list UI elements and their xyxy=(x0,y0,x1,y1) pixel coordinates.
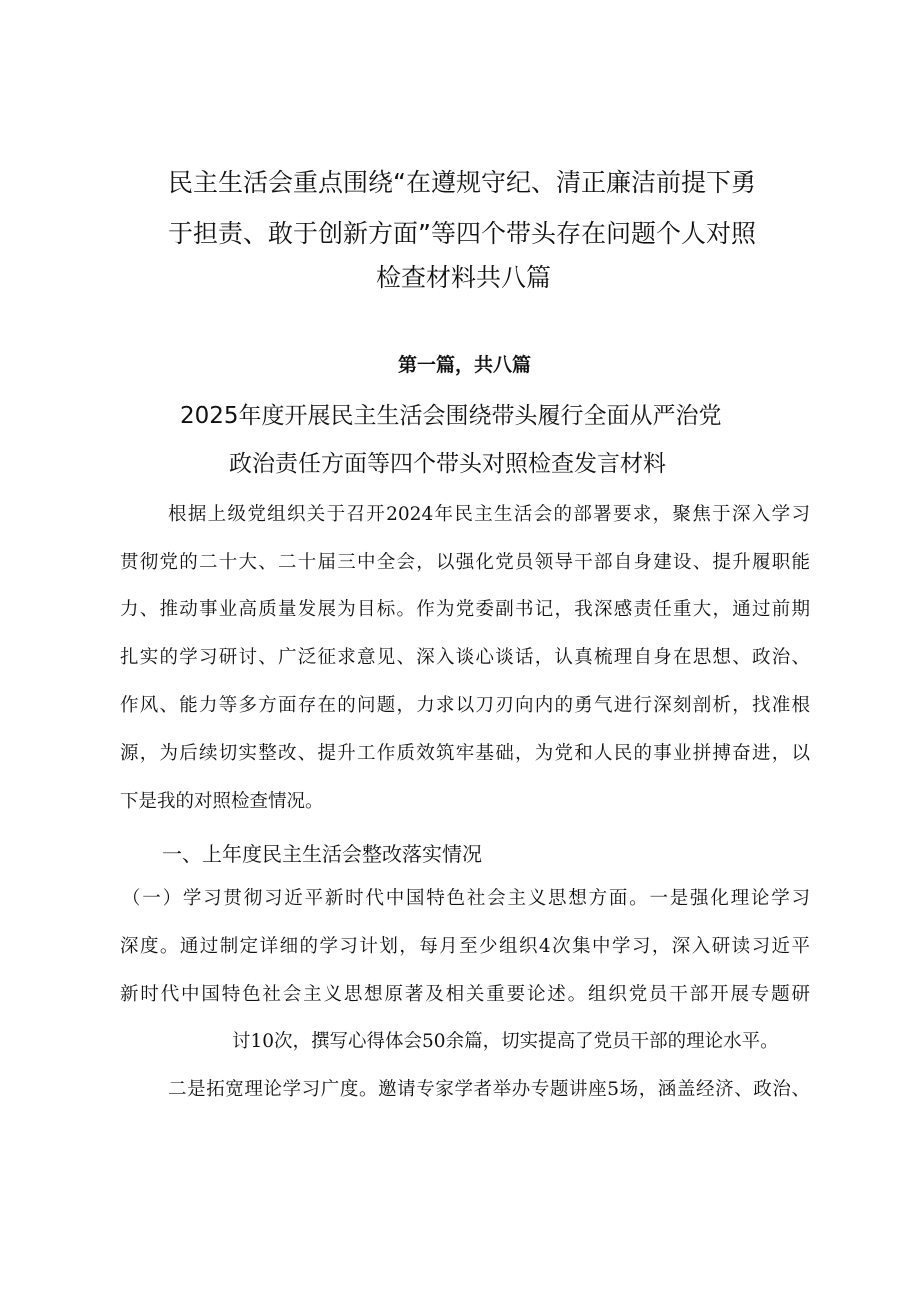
paragraph-line: 源，为后续切实整改、提升工作质效筑牢基础，为党和人民的事业拼搏奋进，以 xyxy=(120,743,810,764)
paragraph-line: 深度。通过制定详细的学习计划，每月至少组织4次集中学习，深入研读习近平 xyxy=(120,936,810,957)
main-title-line: 于担责、敢于创新方面”等四个带头存在问题个人对照 xyxy=(168,219,756,248)
part-title-line: 政治责任方面等四个带头对照检查发言材料 xyxy=(229,451,666,477)
part-title-line: 2025年度开展民主生活会围绕带头履行全面从严治党 xyxy=(180,403,722,429)
paragraph-line: 下是我的对照检查情况。 xyxy=(120,791,324,812)
paragraph-line: 贯彻党的二十大、二十届三中全会，以强化党员领导干部自身建设、提升履职能 xyxy=(120,552,810,573)
paragraph-line: 力、推动事业高质量发展为目标。作为党委副书记，我深感责任重大，通过前期 xyxy=(120,599,810,620)
section-heading: 一、上年度民主生活会整改落实情况 xyxy=(162,842,482,866)
paragraph-line: 扎实的学习研讨、广泛征求意见、深入谈心谈话，认真梳理自身在思想、政治、 xyxy=(120,647,810,668)
main-title-line: 民主生活会重点围绕“在遵规守纪、清正廉洁前提下勇 xyxy=(168,168,756,197)
paragraph-line: 根据上级党组织关于召开2024年民主生活会的部署要求，聚焦于深入学习 xyxy=(168,504,810,525)
main-title-line: 检查材料共八篇 xyxy=(376,263,552,292)
paragraph-line: 作风、能力等多方面存在的问题，力求以刀刃向内的勇气进行深刻剖析，找准根 xyxy=(120,695,810,716)
paragraph-line: 二是拓宽理论学习广度。邀请专家学者举办专题讲座5场，涵盖经济、政治、 xyxy=(168,1079,810,1100)
paragraph-line: 新时代中国特色社会主义思想原著及相关重要论述。组织党员干部开展专题研 xyxy=(120,984,810,1005)
paragraph-line: 讨10次，撰写心得体会50余篇，切实提高了党员干部的理论水平。 xyxy=(232,1031,779,1052)
part-label: 第一篇，共八篇 xyxy=(398,354,532,376)
paragraph-line: （一）学习贯彻习近平新时代中国特色社会主义思想方面。一是强化理论学习 xyxy=(122,888,810,909)
